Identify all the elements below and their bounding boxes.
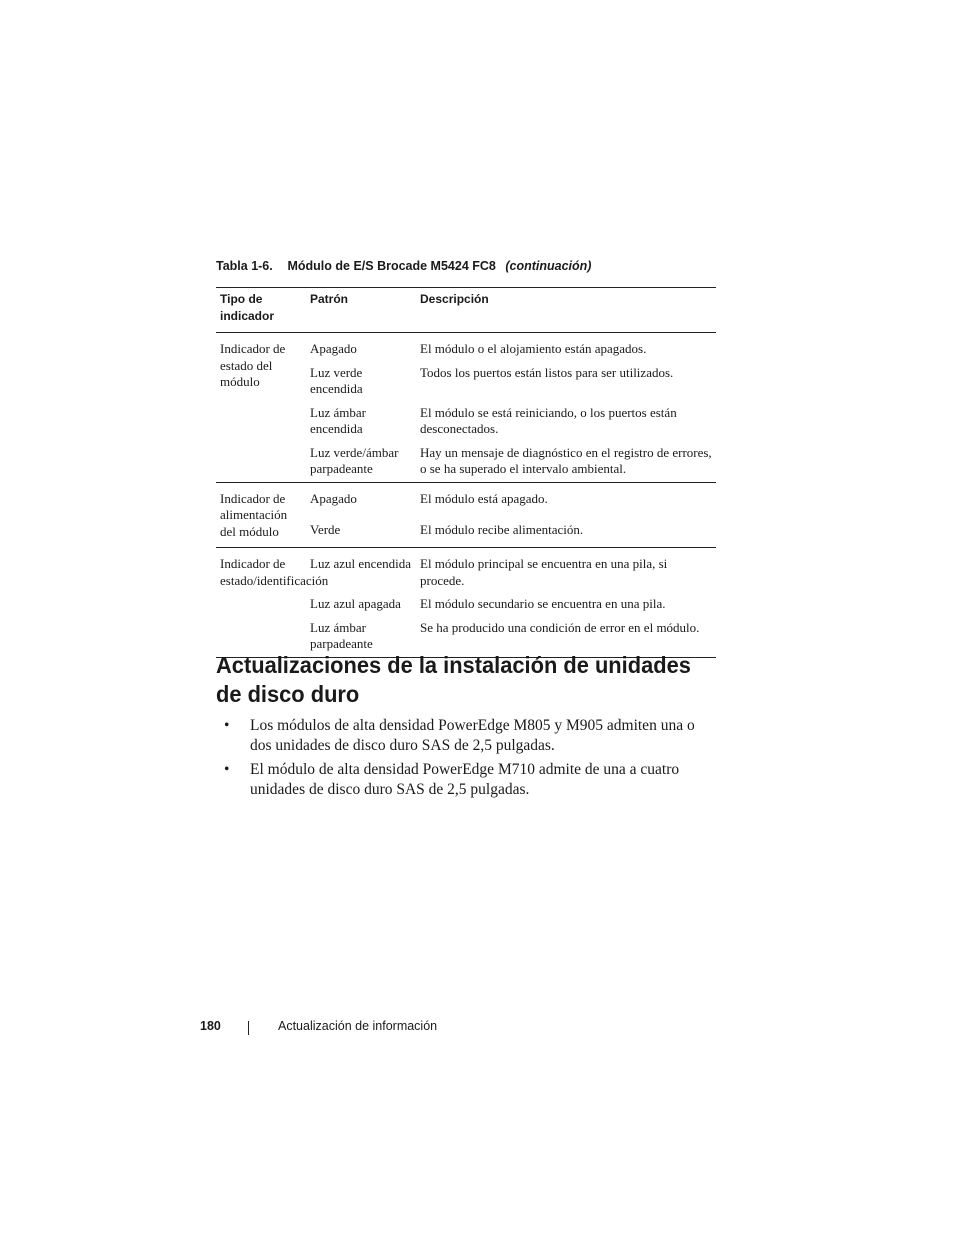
table-caption (216, 259, 716, 273)
list-item-text: El módulo de alta densidad PowerEdge M710 admite de una a cuatro unidades de disco duro SAS de 2,5 pulgadas. (250, 761, 680, 798)
cell-pattern: Luz azul encendida (310, 556, 412, 571)
footer-chapter-title: Actualización de información (278, 1019, 438, 1033)
table-row (216, 482, 716, 522)
cell-indicator-type: Indicador de estado del módulo (220, 341, 286, 389)
cell-description: Hay un mensaje de diagnóstico en el registro de errores, o se ha superado el intervalo ambiental. (420, 444, 712, 476)
cell-description: Todos los puertos están listos para ser utilizados. (420, 364, 674, 380)
table-caption-continued: (continuación) (505, 259, 592, 273)
table-group (216, 548, 716, 658)
table-header-row (216, 288, 716, 333)
page-number: 180 (200, 1019, 221, 1033)
header-indicator-type: Tipo de indicador (220, 292, 275, 323)
cell-pattern: Luz verde/ámbar parpadeante (310, 444, 399, 476)
list-item-text: Los módulos de alta densidad PowerEdge M805 y M905 admiten una o dos unidades de disco duro SAS de 2,5 pulgadas. (250, 717, 695, 754)
cell-description: El módulo recibe alimentación. (420, 521, 584, 537)
cell-pattern: Luz ámbar encendida (310, 404, 366, 436)
cell-pattern: Luz verde encendida (310, 364, 363, 396)
cell-description: El módulo se está reiniciando, o los puertos están desconectados. (420, 404, 677, 436)
bullet-icon: • (224, 717, 230, 734)
list-item (216, 760, 696, 799)
cell-description: El módulo o el alojamiento están apagados. (420, 341, 647, 356)
cell-pattern: Luz ámbar parpadeante (310, 619, 373, 651)
table-caption-number: Tabla 1-6. (216, 259, 273, 273)
footer-divider (248, 1021, 249, 1035)
header-pattern: Patrón (310, 292, 349, 306)
cell-indicator-type: Indicador de alimentación del módulo (220, 490, 288, 539)
indicator-table (216, 287, 716, 658)
cell-pattern: Luz azul apagada (310, 596, 401, 611)
cell-description: El módulo está apagado. (420, 490, 548, 506)
bullet-list (216, 716, 696, 804)
table-row (216, 548, 716, 597)
cell-pattern: Apagado (310, 341, 357, 356)
cell-description: El módulo principal se encuentra en una pila, si procede. (420, 556, 668, 588)
header-description: Descripción (420, 292, 489, 306)
bullet-icon: • (224, 761, 230, 778)
table-caption-title: Módulo de E/S Brocade M5424 FC8 (287, 259, 496, 273)
table-group (216, 333, 716, 483)
cell-pattern: Apagado (310, 490, 357, 506)
cell-indicator-type: Indicador de estado/identificación (220, 556, 329, 588)
table-row (216, 333, 716, 365)
list-item (216, 716, 696, 755)
cell-description: Se ha producido una condición de error en el módulo. (420, 619, 700, 635)
table-group (216, 482, 716, 548)
page-footer (0, 1019, 954, 1037)
cell-description: El módulo secundario se encuentra en una pila. (420, 596, 666, 611)
cell-pattern: Verde (310, 521, 341, 537)
section-title: Actualizaciones de la instalación de unidades de disco duro (216, 652, 691, 707)
